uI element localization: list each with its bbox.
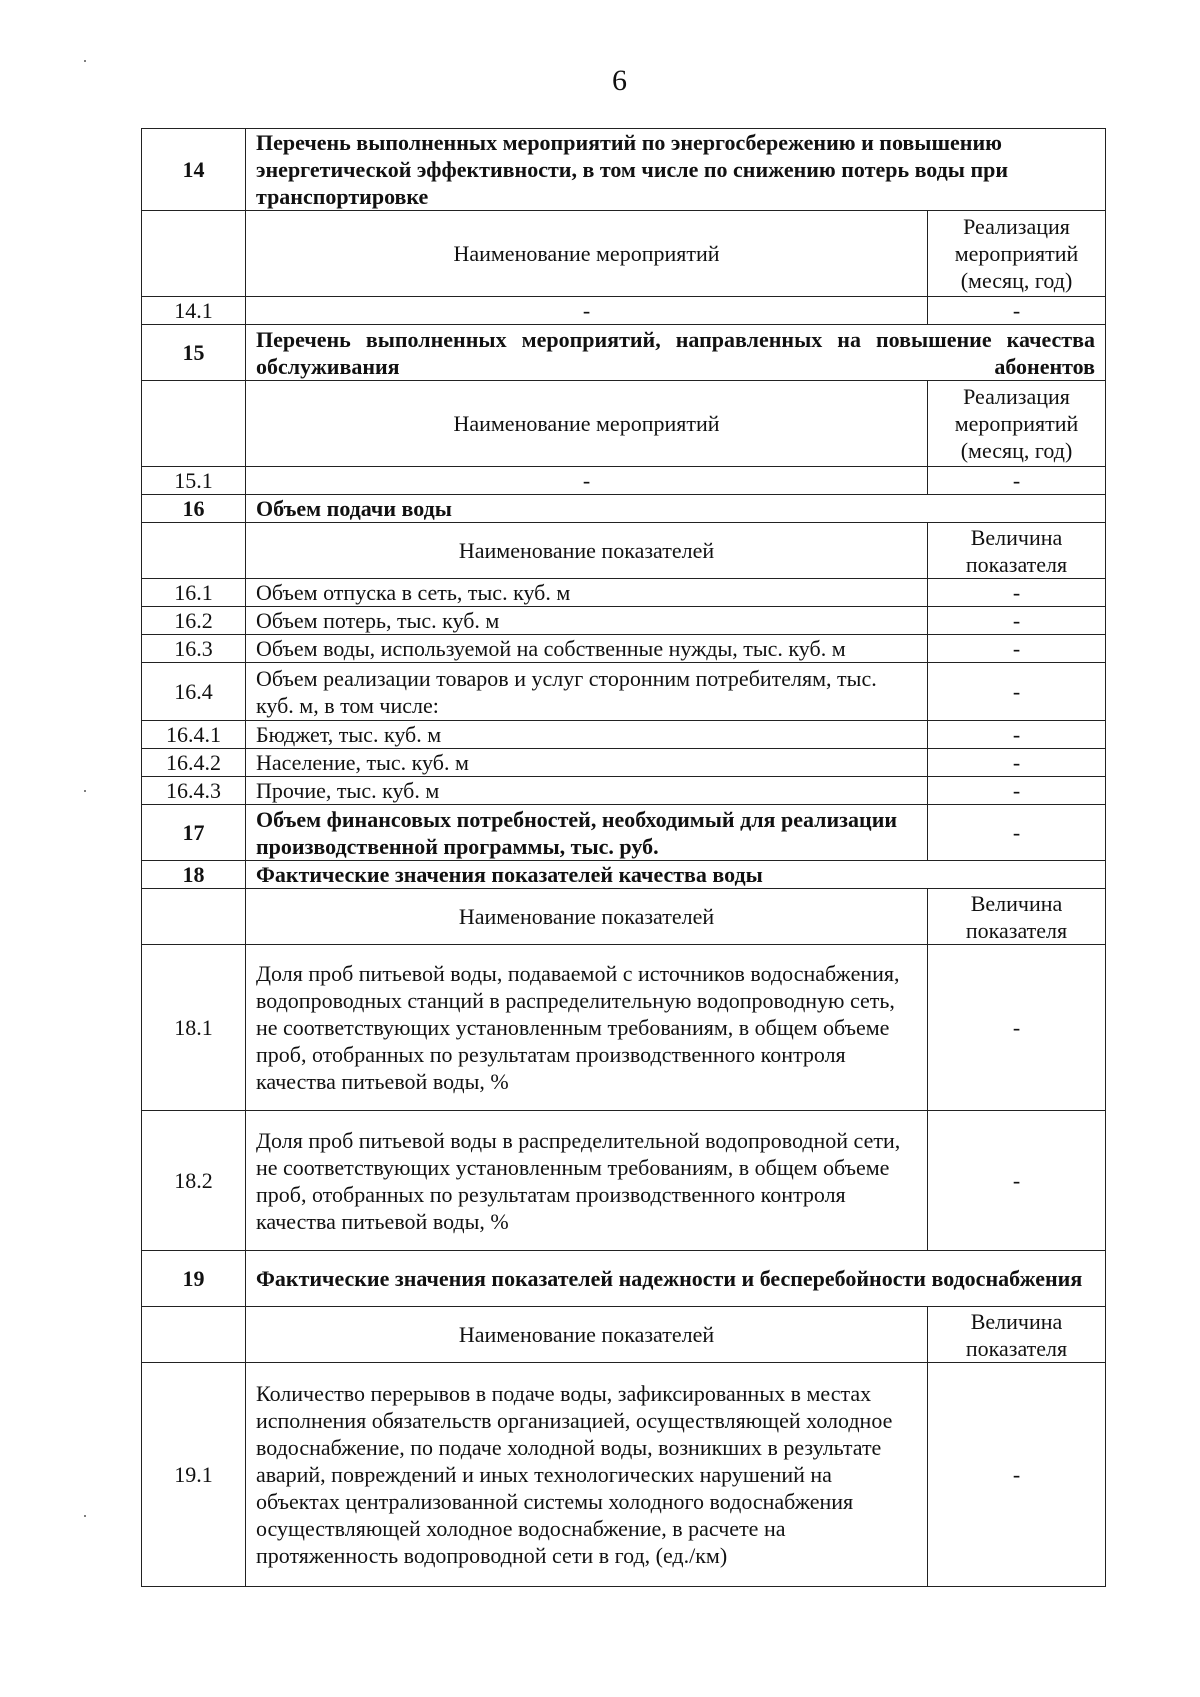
scan-speck (84, 60, 86, 62)
row-name: Объем реализации товаров и услуг сторонним потребителям, тыс. куб. м, в том числе: (246, 663, 928, 721)
table-row (142, 297, 1106, 325)
table-header-row (142, 1307, 1106, 1363)
row-value: - (928, 777, 1106, 805)
empty-cell (142, 889, 246, 945)
row-value: - (928, 1363, 1106, 1587)
row-number: 16.1 (142, 579, 246, 607)
table-row (142, 1363, 1106, 1587)
table-row (142, 467, 1106, 495)
section-number: 15 (142, 325, 246, 381)
row-value: - (928, 749, 1106, 777)
row-number: 18.2 (142, 1111, 246, 1251)
column-header-indicators: Наименование показателей (246, 889, 928, 945)
row-name: Прочие, тыс. куб. м (246, 777, 928, 805)
column-header-measures: Наименование мероприятий (246, 211, 928, 297)
empty-cell (142, 211, 246, 297)
section-number: 16 (142, 495, 246, 523)
section-number: 14 (142, 129, 246, 211)
empty-cell (142, 1307, 246, 1363)
row-number: 16.2 (142, 607, 246, 635)
table-header-row (142, 523, 1106, 579)
table-header-row (142, 889, 1106, 945)
scan-speck (84, 790, 86, 792)
row-name: Население, тыс. куб. м (246, 749, 928, 777)
section-16-row (142, 495, 1106, 523)
section-title: Перечень выполненных мероприятий, направленных на повышение качества обслуживания абонентов (246, 325, 1106, 381)
table-header-row (142, 211, 1106, 297)
column-header-indicators: Наименование показателей (246, 1307, 928, 1363)
empty-cell (142, 523, 246, 579)
section-title: Объем финансовых потребностей, необходимый для реализации производственной программы, тыс. руб. (246, 805, 928, 861)
row-number: 16.4 (142, 663, 246, 721)
row-name: - (246, 467, 928, 495)
row-name: Доля проб питьевой воды, подаваемой с источников водоснабжения, водопроводных станций в распределительную водопроводную сеть, не соответствующих установленным требованиям, в общем объеме проб, отобранных по результатам производственного контроля качества питьевой воды, % (246, 945, 928, 1111)
section-title: Объем подачи воды (246, 495, 1106, 523)
table-row (142, 1111, 1106, 1251)
section-18-row (142, 861, 1106, 889)
row-number: 16.4.1 (142, 721, 246, 749)
row-number: 16.4.3 (142, 777, 246, 805)
section-value: - (928, 805, 1106, 861)
table-row (142, 635, 1106, 663)
table-row (142, 721, 1106, 749)
row-number: 16.3 (142, 635, 246, 663)
section-title: Перечень выполненных мероприятий по энергосбережению и повышению энергетической эффективности, в том числе по снижению потерь воды при транспортировке (246, 129, 1106, 211)
column-header-measures: Наименование мероприятий (246, 381, 928, 467)
section-number: 17 (142, 805, 246, 861)
empty-cell (142, 381, 246, 467)
section-17-row (142, 805, 1106, 861)
row-value: - (928, 1111, 1106, 1251)
table-row (142, 663, 1106, 721)
program-table (141, 128, 1106, 1587)
row-value: - (928, 579, 1106, 607)
row-name: Объем отпуска в сеть, тыс. куб. м (246, 579, 928, 607)
section-title: Фактические значения показателей надежности и бесперебойности водоснабжения (246, 1251, 1106, 1307)
row-name: Доля проб питьевой воды в распределительной водопроводной сети, не соответствующих установленным требованиям, в общем объеме проб, отобранных по результатам производственного контроля качества питьевой воды, % (246, 1111, 928, 1251)
column-header-value: Величина показателя (928, 889, 1106, 945)
table-row (142, 607, 1106, 635)
table-row (142, 945, 1106, 1111)
table-row (142, 579, 1106, 607)
table-header-row (142, 381, 1106, 467)
section-19-row (142, 1251, 1106, 1307)
column-header-value: Величина показателя (928, 523, 1106, 579)
section-title: Фактические значения показателей качества воды (246, 861, 1106, 889)
column-header-value: Величина показателя (928, 1307, 1106, 1363)
row-name: Количество перерывов в подаче воды, зафиксированных в местах исполнения обязательств организацией, осуществляющей холодное водоснабжение, по подаче холодной воды, возникших в результате аварий, повреждений и иных технологических нарушений на объектах централизованной системы холодного водоснабжения осуществляющей холодное водоснабжение, в расчете на протяженность водопроводной сети в год, (ед./км) (246, 1363, 928, 1587)
row-number: 14.1 (142, 297, 246, 325)
row-number: 18.1 (142, 945, 246, 1111)
section-number: 18 (142, 861, 246, 889)
column-header-implementation: Реализация мероприятий (месяц, год) (928, 211, 1106, 297)
row-value: - (928, 663, 1106, 721)
row-name: - (246, 297, 928, 325)
row-name: Бюджет, тыс. куб. м (246, 721, 928, 749)
row-value: - (928, 297, 1106, 325)
row-number: 19.1 (142, 1363, 246, 1587)
section-number: 19 (142, 1251, 246, 1307)
column-header-implementation: Реализация мероприятий (месяц, год) (928, 381, 1106, 467)
row-value: - (928, 607, 1106, 635)
row-value: - (928, 635, 1106, 663)
section-14-row (142, 129, 1106, 211)
row-name: Объем потерь, тыс. куб. м (246, 607, 928, 635)
section-15-row (142, 325, 1106, 381)
row-number: 16.4.2 (142, 749, 246, 777)
row-value: - (928, 467, 1106, 495)
page-number: 6 (612, 64, 628, 97)
row-value: - (928, 721, 1106, 749)
row-value: - (928, 945, 1106, 1111)
row-number: 15.1 (142, 467, 246, 495)
table-row (142, 777, 1106, 805)
row-name: Объем воды, используемой на собственные нужды, тыс. куб. м (246, 635, 928, 663)
table-row (142, 749, 1106, 777)
scan-speck (84, 1515, 86, 1517)
column-header-indicators: Наименование показателей (246, 523, 928, 579)
